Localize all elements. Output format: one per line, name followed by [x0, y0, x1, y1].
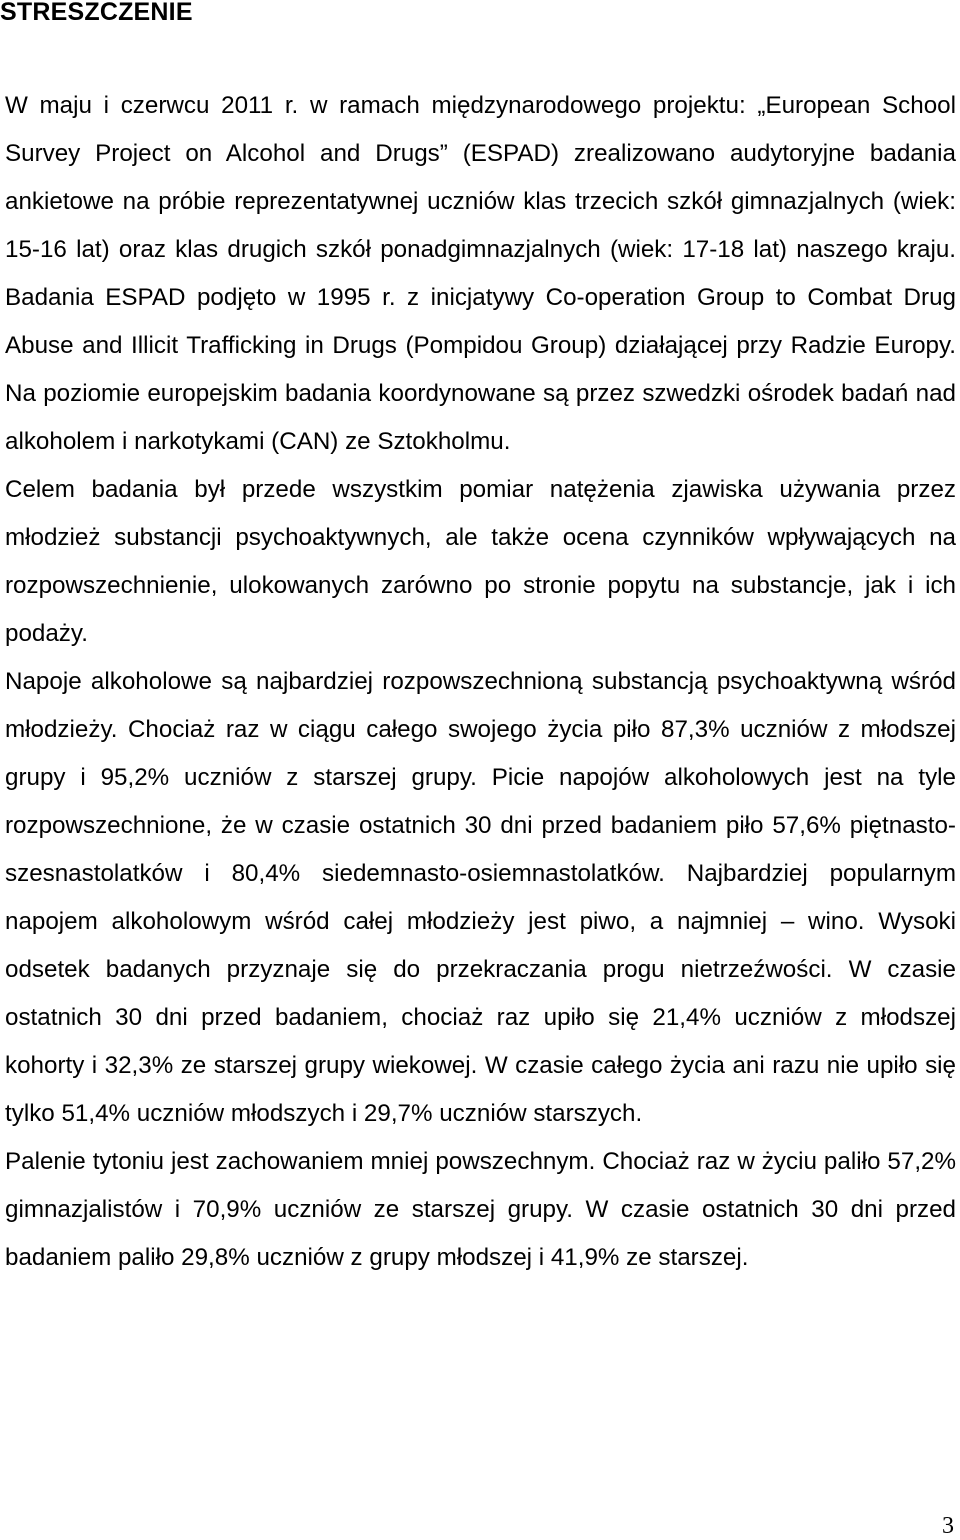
document-body	[5, 82, 956, 1282]
paragraph-aim: Celem badania był przede wszystkim pomiar natężenia zjawiska używania przez młodzież substancji psychoaktywnych, ale także ocena czynników wpływających na rozpowszechnienie, ulokowanych zarówno po stronie popytu na substancje, jak i ich podaży.	[5, 476, 956, 647]
document-heading: STRESZCZENIE	[0, 0, 193, 26]
paragraph-tobacco: Palenie tytoniu jest zachowaniem mniej powszechnym. Chociaż raz w życiu paliło 57,2% gimnazjalistów i 70,9% uczniów ze starszej grupy. W czasie ostatnich 30 dni przed badaniem paliło 29,8% uczniów z grupy młodszej i 41,9% ze starszej.	[5, 1148, 956, 1271]
page-number: 3	[942, 1513, 954, 1539]
paragraph-intro: W maju i czerwcu 2011 r. w ramach międzynarodowego projektu: „European School Survey Project on Alcohol and Drugs” (ESPAD) zrealizowano audytoryjne badania ankietowe na próbie reprezentatywnej uczniów klas trzecich szkół gimnazjalnych (wiek: 15-16 lat) oraz klas drugich szkół ponadgimnazjalnych (wiek: 17-18 lat) naszego kraju. Badania ESPAD podjęto w 1995 r. z inicjatywy Co-operation Group to Combat Drug Abuse and Illicit Trafficking in Drugs (Pompidou Group) działającej przy Radzie Europy. Na poziomie europejskim badania koordynowane są przez szwedzki ośrodek badań nad alkoholem i narkotykami (CAN) ze Sztokholmu.	[5, 92, 956, 455]
paragraph-alcohol: Napoje alkoholowe są najbardziej rozpowszechnioną substancją psychoaktywną wśród młodzieży. Chociaż raz w ciągu całego swojego życia piło 87,3% uczniów z młodszej grupy i 95,2% uczniów z starszej grupy. Picie napojów alkoholowych jest na tyle rozpowszechnione, że w czasie ostatnich 30 dni przed badaniem piło 57,6% piętnasto-szesnastolatków i 80,4% siedemnasto-osiemnastolatków. Najbardziej popularnym napojem alkoholowym wśród całej młodzieży jest piwo, a najmniej – wino. Wysoki odsetek badanych przyznaje się do przekraczania progu nietrzeźwości. W czasie ostatnich 30 dni przed badaniem, chociaż raz upiło się 21,4% uczniów z młodszej kohorty i 32,3% ze starszej grupy wiekowej. W czasie całego życia ani razu nie upiło się tylko 51,4% uczniów młodszych i 29,7% uczniów starszych.	[5, 668, 956, 1127]
